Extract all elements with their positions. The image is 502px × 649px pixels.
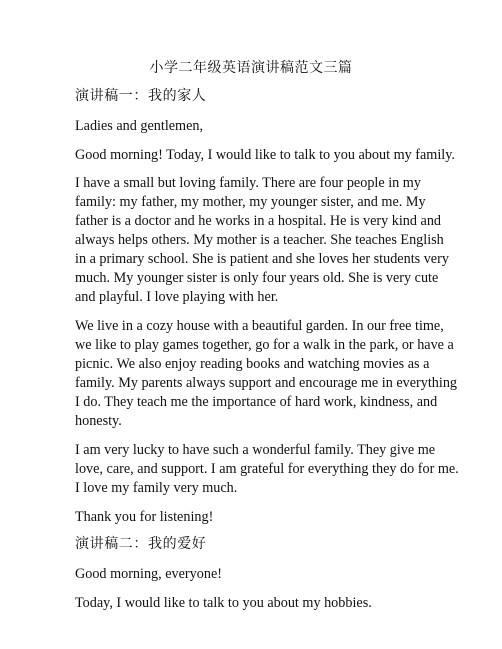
paragraph-line: I have a small but loving family. There are four people in my [75,175,421,191]
speech1-intro: Good morning! Today, I would like to talk to you about my family. [75,147,455,163]
paragraph-line: picnic. We also enjoy reading books and watching movies as a [75,356,430,372]
speech2-heading: 演讲稿二：我的爱好 [75,537,207,552]
speech1-closing: Thank you for listening! [75,509,214,525]
speech1-greeting: Ladies and gentlemen, [75,118,204,134]
speech2-intro: Today, I would like to talk to you about my hobbies. [75,595,372,611]
paragraph-line: family: my father, my mother, my younger sister, and me. My [75,194,426,210]
paragraph-line: in a primary school. She is patient and she loves her students very [75,251,449,267]
paragraph-line: family. My parents always support and encourage me in everything [75,375,458,391]
paragraph-line: We live in a cozy house with a beautiful garden. In our free time, [75,318,444,334]
paragraph-line: and playful. I love playing with her. [75,289,279,305]
paragraph-line: I do. They teach me the importance of hard work, kindness, and [75,394,438,410]
paragraph-line: I love my family very much. [75,480,238,496]
document-title: 小学二年级英语演讲稿范文三篇 [149,61,353,76]
paragraph-line: I am very lucky to have such a wonderful family. They give me [75,442,436,458]
paragraph-line: love, care, and support. I am grateful for everything they do for me. [75,461,459,477]
paragraph-line: much. My younger sister is only four years old. She is very cute [75,270,439,286]
paragraph-line: we like to play games together, go for a walk in the park, or have a [75,337,454,353]
speech1-heading: 演讲稿一：我的家人 [75,89,207,104]
paragraph-line: honesty. [75,413,122,429]
speech2-greeting: Good morning, everyone! [75,566,222,582]
paragraph-line: always helps others. My mother is a teacher. She teaches English [75,232,444,248]
paragraph-line: father is a doctor and he works in a hospital. He is very kind and [75,213,442,229]
